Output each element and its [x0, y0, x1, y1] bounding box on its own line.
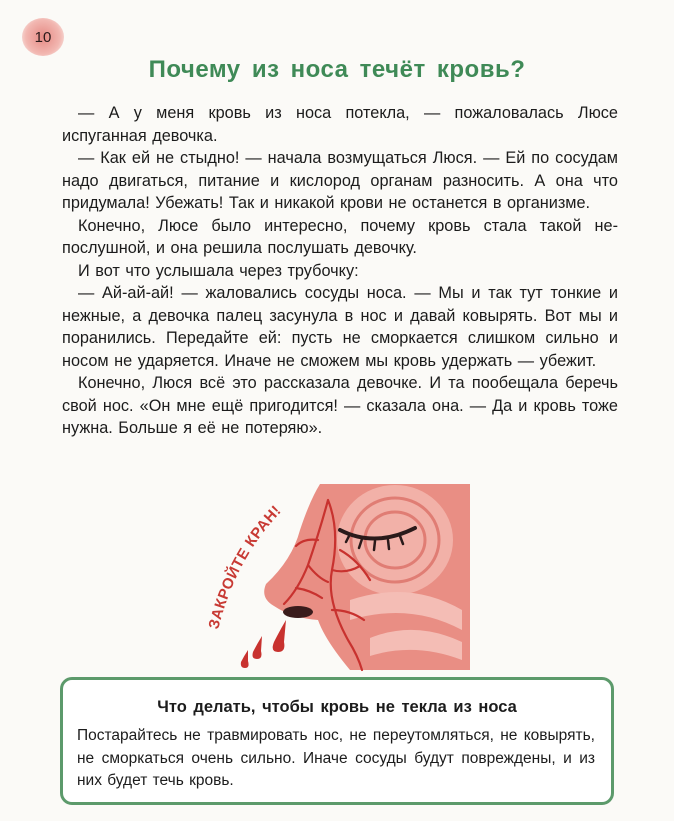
story-paragraph: — Как ей не стыдно! — начала возмущаться Люся. — Ей по сосудам надо двигаться, питание и кислород органам разносить. А она что придумала! Убежать! Так и никакой крови не останется в организме. — [62, 149, 618, 212]
page-number: 10 — [34, 28, 52, 46]
story-text — [62, 102, 618, 440]
story-paragraph: — Ай-ай-ай! — жаловались сосуды носа. — Мы и так тут тонкие и нежные, а девочка палец засунула в нос и давай ковырять. Вот мы и поранились. Передайте ей: пусть не сморкается слишком сильно и носом не ударяется. Иначе не сможем мы кровь удержать — убежит. — [62, 284, 618, 370]
story-paragraph: И вот что услышала через трубочку: — [78, 261, 359, 280]
story-paragraph: Конечно, Люсе было интересно, почему кровь стала такой непослушной, и она решила послушать девочку. — [62, 216, 618, 257]
eye-muscle — [337, 485, 453, 595]
tip-text: Постарайтесь не травмировать нос, не переутомляться, не ковырять, не сморкаться очень сильно. Иначе сосуды будут повреждены, и из них будет течь кровь. — [77, 727, 595, 789]
story-paragraph: Конечно, Люся всё это рассказала девочке. И та пообещала беречь свой нос. «Он мне ещё пригодится! — сказала она. — Да и кровь тоже нужна. Больше я её не потеряю». — [62, 374, 618, 437]
illustration-caption: ЗАКРОЙТЕ КРАН! — [205, 502, 285, 631]
story-paragraph: — А у меня кровь из носа потекла, — пожаловалась Люсе испуганная девочка. — [62, 104, 618, 145]
nostril — [283, 606, 313, 618]
blood-drip — [241, 650, 249, 668]
page-number-badge — [22, 18, 64, 56]
page-title: Почему из носа течёт кровь? — [148, 56, 526, 83]
blood-drip — [273, 620, 286, 652]
blood-drip — [253, 636, 263, 659]
tip-box — [60, 677, 614, 805]
tip-title: Что делать, чтобы кровь не текла из носа — [157, 698, 517, 716]
nose-illustration — [200, 470, 480, 680]
